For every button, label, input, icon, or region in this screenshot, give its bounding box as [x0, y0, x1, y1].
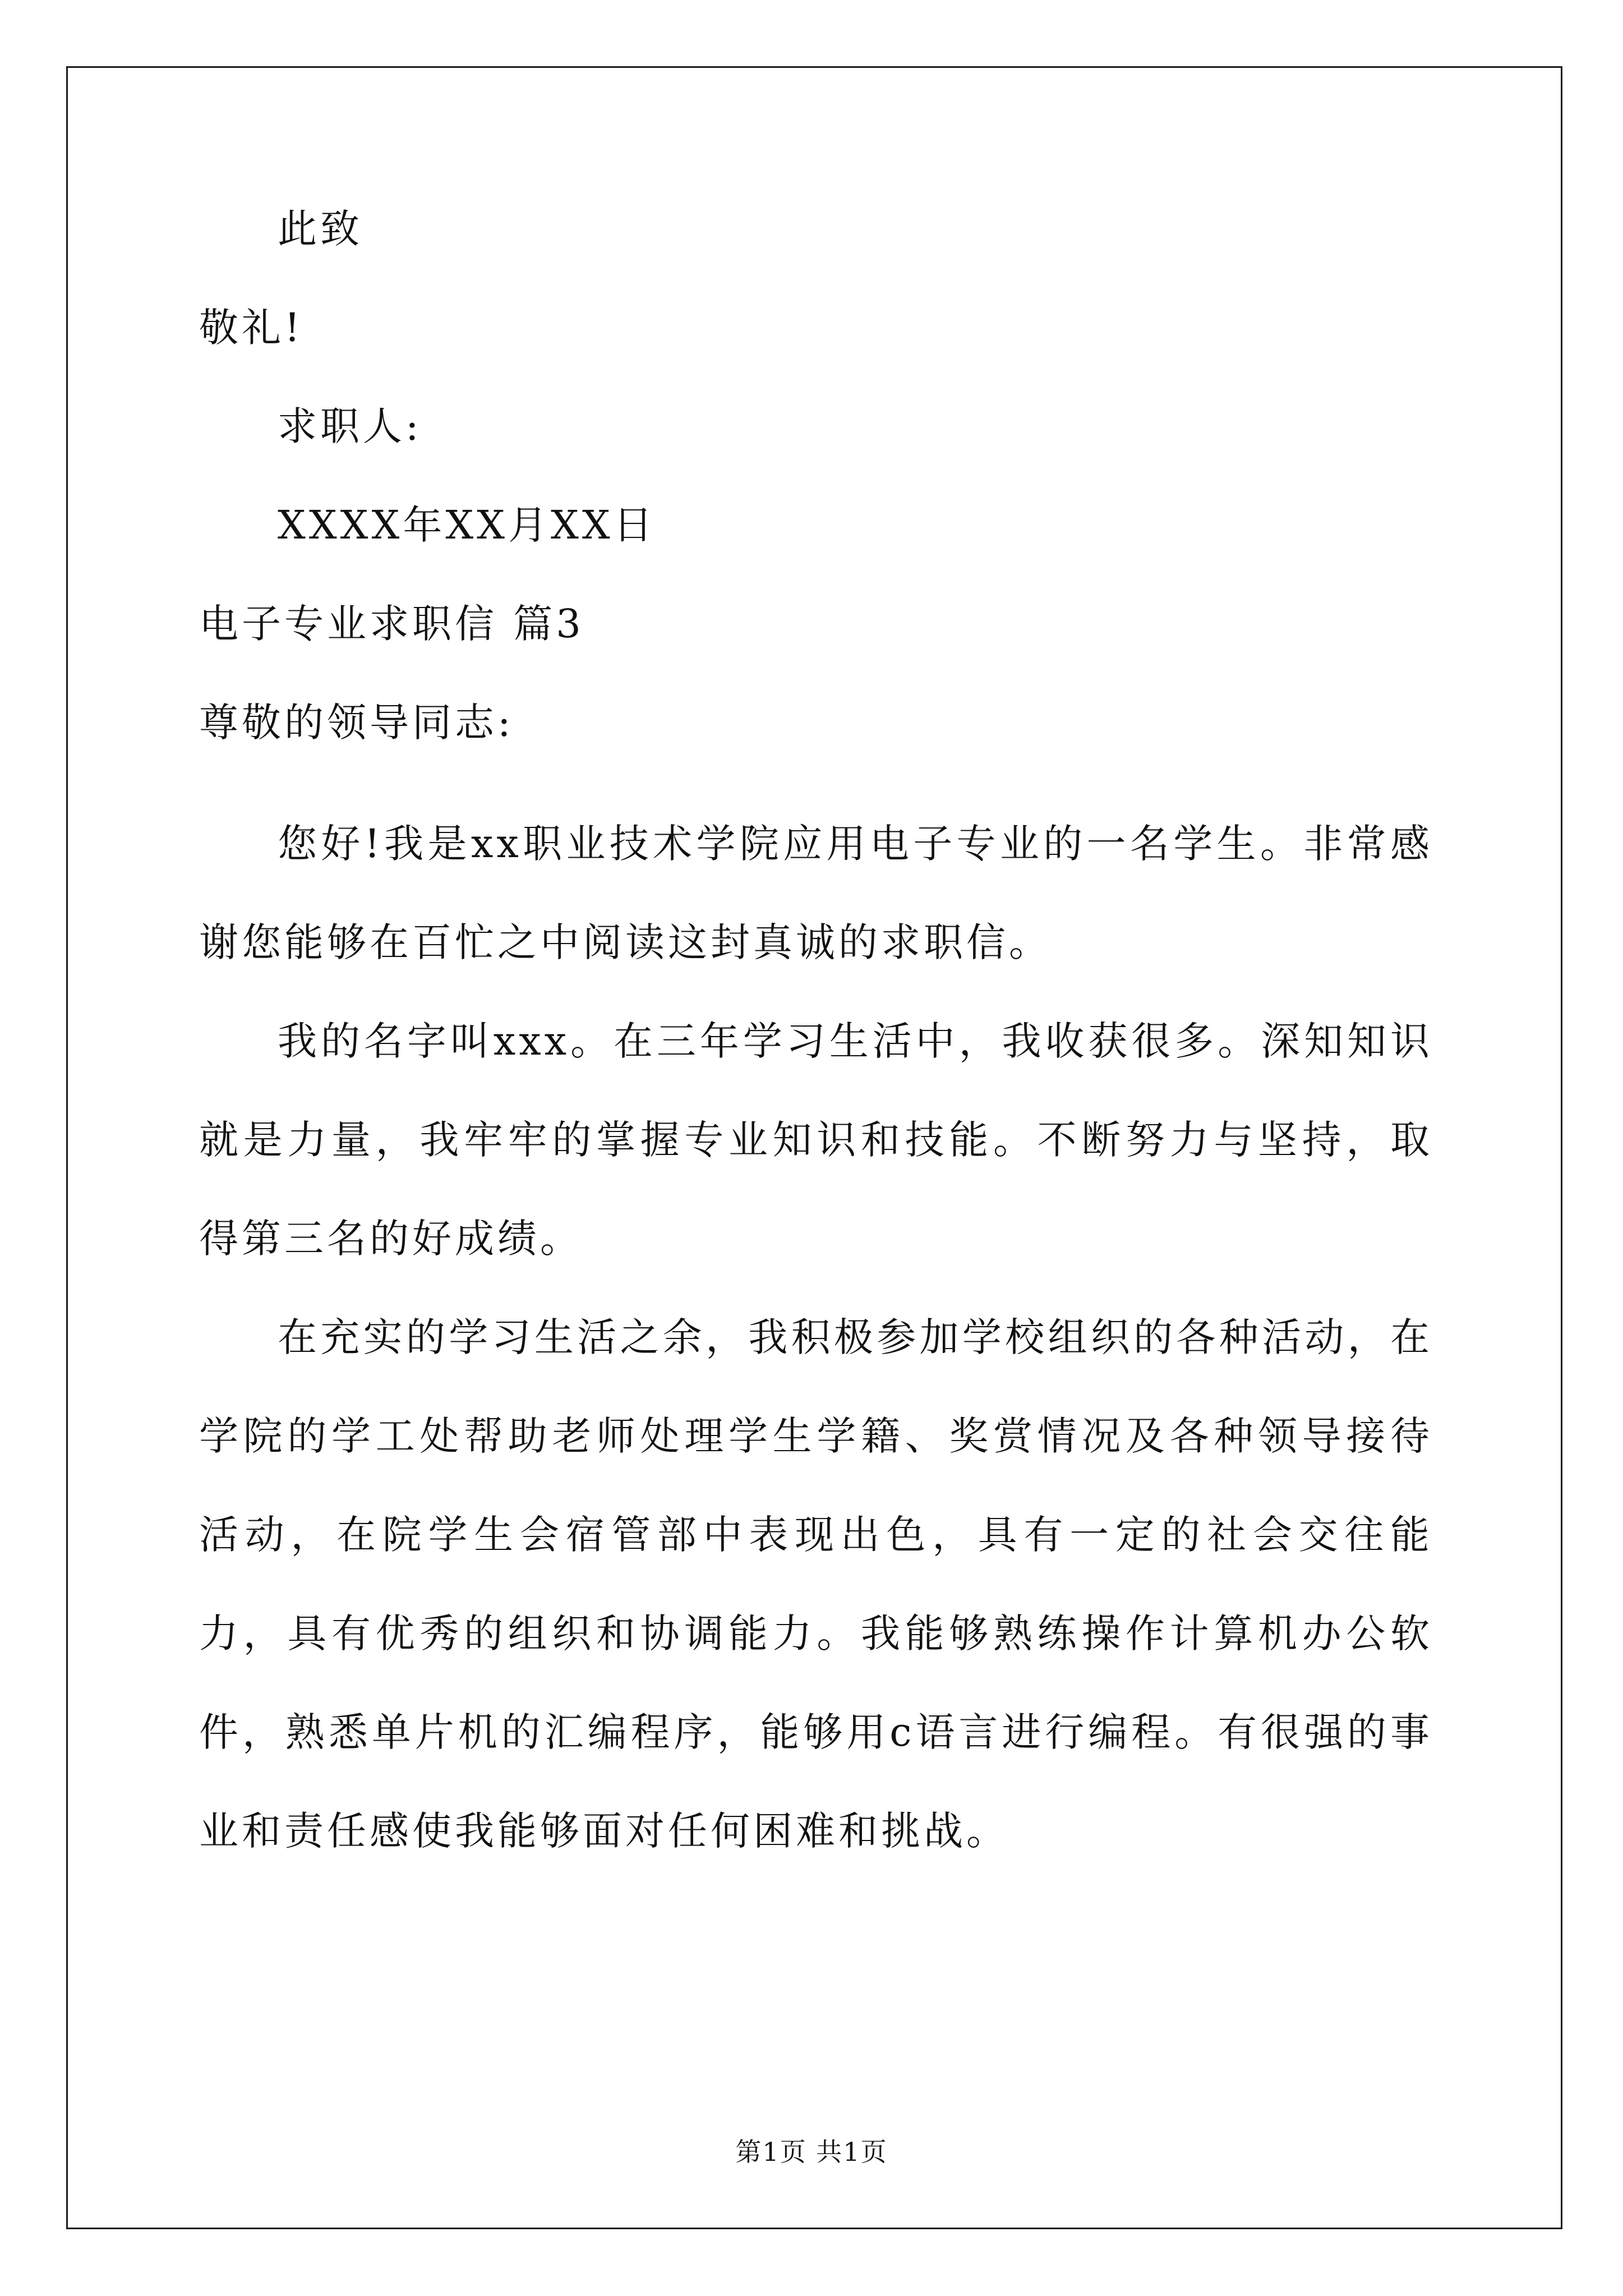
closing-line-2: 敬礼! [199, 305, 304, 351]
letter-body [199, 202, 1433, 1880]
letter-date: XXXX年XX月XX日 [278, 502, 656, 548]
paragraph-3: 在充实的学习生活之余，我积极参加学校组织的各种活动，在学院的学工处帮助老师处理学生学籍、奖赏情况及各种领导接待活动，在院学生会宿管部中表现出色，具有一定的社会交往能力，具有优秀的组织和协调能力。我能够熟练操作计算机办公软件，熟悉单片机的汇编程序，能够用c语言进行编程。有很强的事业和责任感使我能够面对任何困难和挑战。 [199, 1314, 1433, 1854]
section-heading: 电子专业求职信 篇3 [199, 601, 584, 647]
salutation: 尊敬的领导同志: [199, 700, 514, 746]
signature-label: 求职人: [278, 403, 422, 449]
page-footer: 第1页 共1页 [735, 2137, 888, 2167]
paragraph-2: 我的名字叫xxx。在三年学习生活中，我收获很多。深知知识就是力量，我牢牢的掌握专业知识和技能。不断努力与坚持，取得第三名的好成绩。 [199, 1018, 1433, 1262]
closing-line-1: 此致 [278, 206, 363, 252]
paragraph-1: 您好!我是xx职业技术学院应用电子专业的一名学生。非常感谢您能够在百忙之中阅读这封真诚的求职信。 [199, 821, 1433, 965]
